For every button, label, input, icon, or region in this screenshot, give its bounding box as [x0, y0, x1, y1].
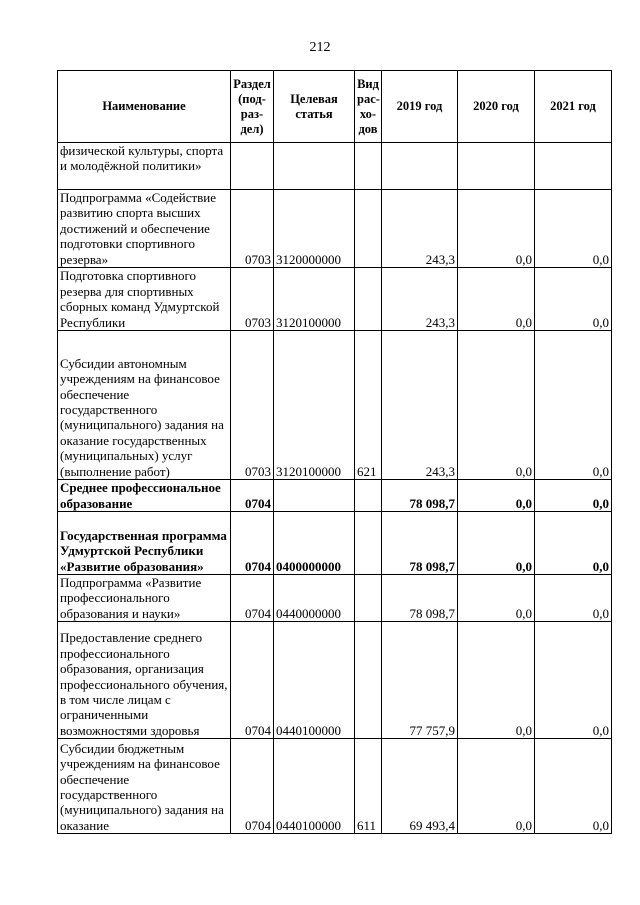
- row-2020: 0,0: [458, 268, 535, 331]
- table-row: [58, 331, 612, 480]
- table-row: [58, 512, 612, 575]
- row-expense-type: [355, 268, 382, 331]
- header-2021: 2021 год: [535, 71, 612, 143]
- row-expense-type: [355, 512, 382, 575]
- table-row: [58, 739, 612, 834]
- header-row: [58, 71, 612, 143]
- row-2020: [458, 143, 535, 190]
- row-section: 0703: [231, 331, 274, 480]
- table-row: [58, 190, 612, 268]
- row-section: 0703: [231, 190, 274, 268]
- row-2021: 0,0: [535, 512, 612, 575]
- row-2019: 243,3: [382, 331, 458, 480]
- row-section: 0704: [231, 575, 274, 622]
- row-2019: 77 757,9: [382, 622, 458, 739]
- row-name: Предоставление среднего профессионального образования, организация профессионального обучения, в том числе лицам с ограниченными возможностями здоровья: [58, 622, 231, 739]
- row-expense-type: [355, 575, 382, 622]
- row-2020: 0,0: [458, 331, 535, 480]
- row-name: Государственная программа Удмуртской Республики «Развитие образования»: [58, 512, 231, 575]
- row-section: 0703: [231, 268, 274, 331]
- table-row: [58, 622, 612, 739]
- row-2020: 0,0: [458, 512, 535, 575]
- row-section: 0704: [231, 480, 274, 512]
- row-2021: 0,0: [535, 575, 612, 622]
- row-2020: 0,0: [458, 480, 535, 512]
- budget-table: [57, 70, 612, 834]
- row-expense-type: [355, 480, 382, 512]
- header-2019: 2019 год: [382, 71, 458, 143]
- row-section: 0704: [231, 512, 274, 575]
- row-2019: [382, 143, 458, 190]
- row-2019: 78 098,7: [382, 480, 458, 512]
- row-2020: 0,0: [458, 575, 535, 622]
- header-article: Целевая статья: [274, 71, 355, 143]
- row-2019: 243,3: [382, 190, 458, 268]
- table-body: [58, 143, 612, 834]
- row-2021: 0,0: [535, 190, 612, 268]
- header-section: Раздел (под-раз-дел): [231, 71, 274, 143]
- header-name: Наименование: [58, 71, 231, 143]
- row-expense-type: [355, 143, 382, 190]
- table-row: [58, 575, 612, 622]
- row-expense-type: 611: [355, 739, 382, 834]
- row-article: 0400000000: [274, 512, 355, 575]
- header-expense-type: Вид рас-хо-дов: [355, 71, 382, 143]
- page-number: 212: [309, 40, 331, 55]
- row-2019: 69 493,4: [382, 739, 458, 834]
- row-section: 0704: [231, 622, 274, 739]
- table-row: [58, 268, 612, 331]
- row-2021: 0,0: [535, 622, 612, 739]
- row-expense-type: [355, 622, 382, 739]
- header-2020: 2020 год: [458, 71, 535, 143]
- row-name: Подготовка спортивного резерва для спортивных сборных команд Удмуртской Республики: [58, 268, 231, 331]
- row-article: 3120000000: [274, 190, 355, 268]
- row-article: 0440100000: [274, 739, 355, 834]
- row-article: [274, 143, 355, 190]
- row-2021: [535, 143, 612, 190]
- row-2021: 0,0: [535, 739, 612, 834]
- row-name: Подпрограмма «Развитие профессионального образования и науки»: [58, 575, 231, 622]
- row-expense-type: [355, 190, 382, 268]
- row-name: Субсидии автономным учреждениям на финансовое обеспечение государственного (муниципального) задания на оказание государственных (муниципальных) услуг (выполнение работ): [58, 331, 231, 480]
- row-article: 3120100000: [274, 331, 355, 480]
- row-2019: 243,3: [382, 268, 458, 331]
- row-section: 0704: [231, 739, 274, 834]
- row-article: 3120100000: [274, 268, 355, 331]
- row-2019: 78 098,7: [382, 512, 458, 575]
- row-2020: 0,0: [458, 622, 535, 739]
- table-row: [58, 143, 612, 190]
- table-row: [58, 480, 612, 512]
- row-section: [231, 143, 274, 190]
- row-article: [274, 480, 355, 512]
- row-name: физической культуры, спорта и молодёжной политики»: [58, 143, 231, 190]
- row-name: Субсидии бюджетным учреждениям на финансовое обеспечение государственного (муниципального) задания на оказание: [58, 739, 231, 834]
- row-2021: 0,0: [535, 331, 612, 480]
- row-article: 0440100000: [274, 622, 355, 739]
- row-2020: 0,0: [458, 739, 535, 834]
- row-2020: 0,0: [458, 190, 535, 268]
- row-article: 0440000000: [274, 575, 355, 622]
- row-name: Среднее профессиональное образование: [58, 480, 231, 512]
- row-2019: 78 098,7: [382, 575, 458, 622]
- row-2021: 0,0: [535, 268, 612, 331]
- row-2021: 0,0: [535, 480, 612, 512]
- row-expense-type: 621: [355, 331, 382, 480]
- row-name: Подпрограмма «Содействие развитию спорта высших достижений и обеспечение подготовки спортивного резерва»: [58, 190, 231, 268]
